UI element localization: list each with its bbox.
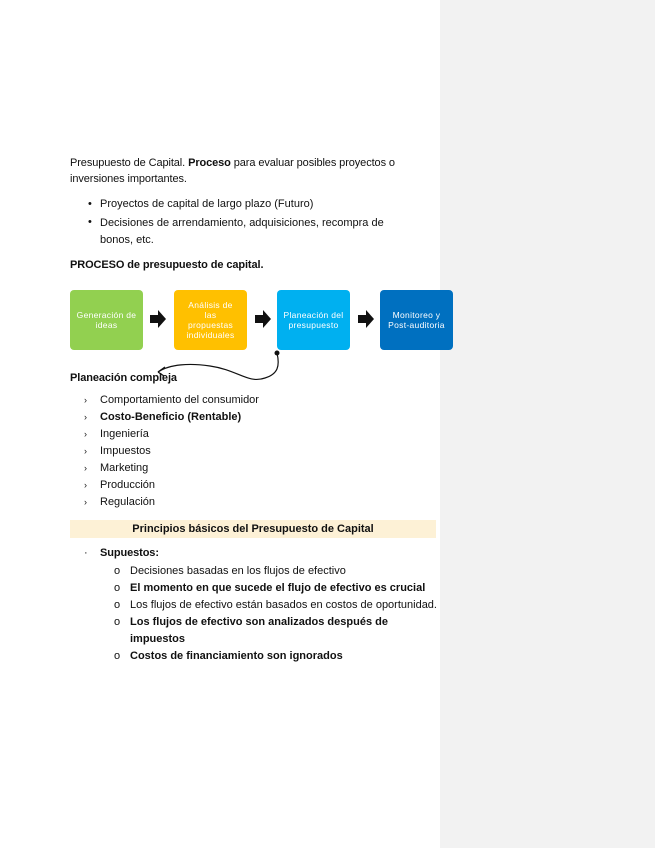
assumptions-label: · Supuestos: xyxy=(84,547,159,559)
process-step-monitoring: Monitoreo y Post-auditoria xyxy=(380,290,453,350)
arrow-right-icon xyxy=(358,310,374,328)
list-item: o Los flujos de efectivo están basados en costos de oportunidad. xyxy=(114,599,437,611)
arrow-right-icon xyxy=(255,310,271,328)
principles-title: Principios básicos del Presupuesto de Capital xyxy=(70,520,436,538)
list-item: › Comportamiento del consumidor xyxy=(84,394,259,406)
list-item: › Impuestos xyxy=(84,445,151,457)
list-item: › Marketing xyxy=(84,462,149,474)
list-item: › Regulación xyxy=(84,496,156,508)
list-item: o Decisiones basadas en los flujos de efectivo xyxy=(114,565,346,577)
intro-paragraph: Presupuesto de Capital. Proceso para evaluar posibles proyectos o inversiones importantes. xyxy=(70,157,395,185)
process-step-planning: Planeación del presupuesto xyxy=(277,290,350,350)
process-step-analysis: Análisis de las propuestas individuales xyxy=(174,290,247,350)
bullet-item: • Proyectos de capital de largo plazo (Futuro) xyxy=(88,198,314,210)
arrow-right-icon xyxy=(150,310,166,328)
bullet-item: • Decisiones de arrendamiento, adquisiciones, recompra de bonos, etc. xyxy=(88,216,384,246)
list-item: o El momento en que sucede el flujo de efectivo es crucial xyxy=(114,582,426,594)
planning-list xyxy=(84,392,259,511)
list-item: › Costo-Beneficio (Rentable) xyxy=(84,411,242,423)
list-item: o Los flujos de efectivo son analizados después de impuestos xyxy=(114,616,388,645)
list-item: › Producción xyxy=(84,479,156,491)
process-heading: PROCESO de presupuesto de capital. xyxy=(70,259,264,271)
process-step-ideas: Generación de ideas xyxy=(70,290,143,350)
list-item: › Ingeniería xyxy=(84,428,149,440)
list-item: o Costos de financiamiento son ignorados xyxy=(114,650,343,662)
planning-heading: Planeación compleja xyxy=(70,372,177,384)
assumptions-list xyxy=(114,563,439,665)
comment-pane xyxy=(440,0,655,848)
